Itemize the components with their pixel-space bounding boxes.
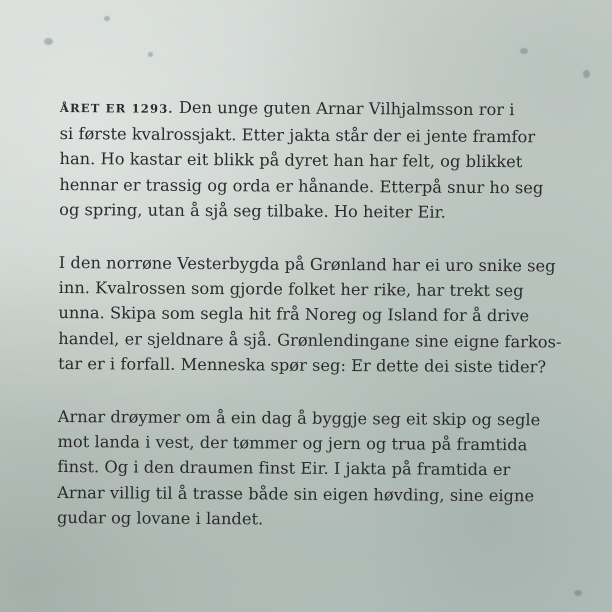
text-line: handel, er sjeldnare å sjå. Grønlendingane sine eigne farkos- bbox=[58, 328, 562, 352]
text-line: han. Ho kastar eit blikk på dyret han har felt, og blikket bbox=[59, 149, 523, 172]
text-line: inn. Kvalrossen som gjorde folket her rike, har trekt seg bbox=[58, 278, 524, 301]
text-line: tar er i forfall. Menneska spør seg: Er dette dei siste tider? bbox=[58, 353, 547, 377]
lead-in: ÅRET ER 1293. bbox=[59, 100, 174, 116]
text-line bbox=[60, 94, 580, 125]
paper-speck bbox=[520, 48, 528, 54]
text-line: finst. Og i den draumen finst Eir. I jakta på framtida er bbox=[57, 457, 511, 480]
book-blurb bbox=[57, 94, 580, 562]
paper-speck bbox=[104, 16, 110, 21]
paper-speck bbox=[148, 52, 153, 57]
text-line: I den norrøne Vesterbygda på Grønland har ei uro snike seg bbox=[58, 253, 556, 276]
text-line: si første kvalrossjakt. Etter jakta står der ei jente framfor bbox=[59, 124, 536, 147]
paper-speck bbox=[574, 590, 582, 596]
text-line: mot landa i vest, der tømmer og jern og trua på framtida bbox=[57, 432, 528, 455]
paragraph-3 bbox=[57, 404, 578, 534]
paper-speck bbox=[44, 38, 53, 45]
paragraph-2 bbox=[58, 250, 579, 380]
text-line: Arnar villig til å trasse både sin eigen høvding, sine eigne bbox=[57, 482, 535, 505]
line-text: Den unge guten Arnar Vilhjalmsson ror i bbox=[173, 97, 515, 120]
paper-speck bbox=[583, 70, 590, 78]
paragraph-1 bbox=[59, 94, 580, 226]
text-line: unna. Skipa som segla hit frå Noreg og Island for å drive bbox=[58, 303, 530, 326]
text-line: gudar og lovane i landet. bbox=[56, 507, 264, 529]
text-line: hennar er trassig og orda er hånande. Etterpå snur ho seg bbox=[59, 174, 544, 197]
text-line: og spring, utan å sjå seg tilbake. Ho heiter Eir. bbox=[59, 199, 446, 222]
text-line: Arnar drøymer om å ein dag å byggje seg eit skip og segle bbox=[57, 407, 541, 430]
